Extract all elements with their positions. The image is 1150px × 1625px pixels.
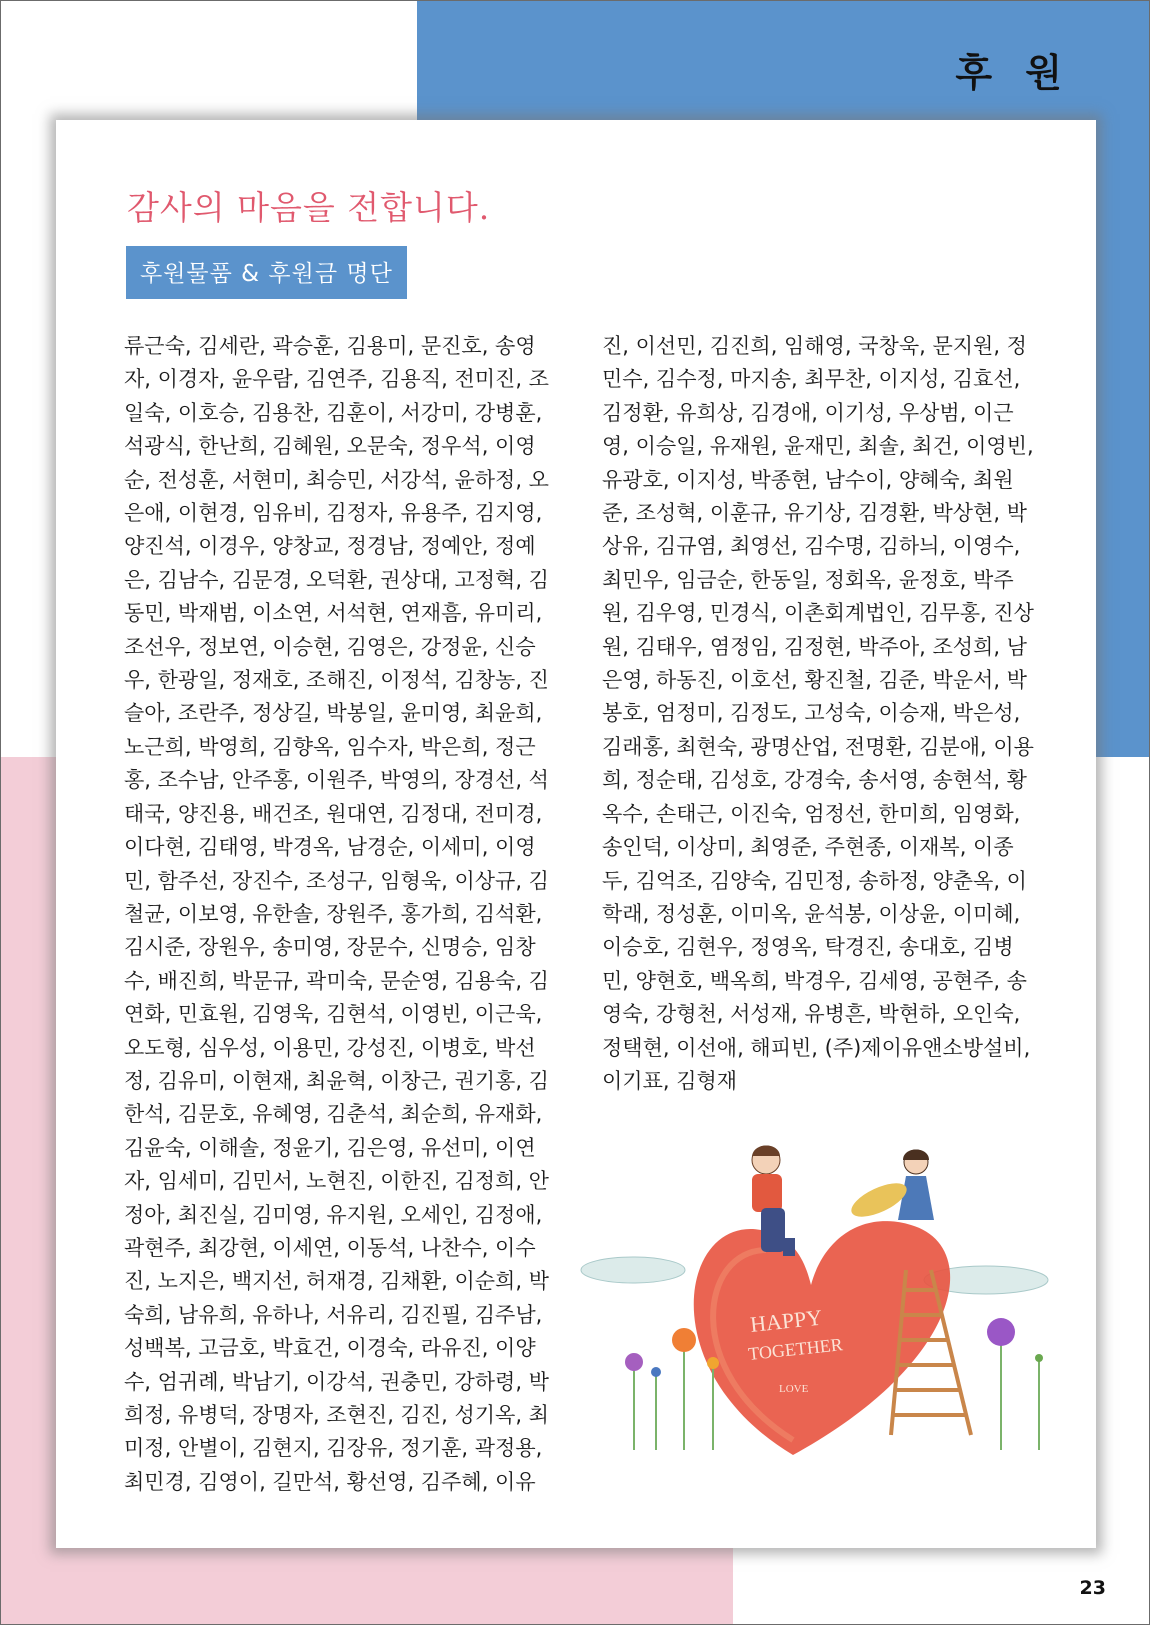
donor-line: 한석, 김문호, 유혜영, 김춘석, 최순희, 유재화, (124, 1102, 543, 1127)
donor-line: 정택현, 이선애, 해피빈, (주)제이유앤소방설비, (602, 1035, 1031, 1060)
donor-line: 양진석, 이경우, 양창교, 정경남, 정예안, 정예 (124, 534, 536, 559)
donor-line: 송인덕, 이상미, 최영준, 주현종, 이재복, 이종 (602, 835, 1014, 860)
donor-line: 동민, 박재범, 이소연, 서석현, 연재흠, 유미리, (124, 601, 543, 626)
donor-line: 석광식, 한난희, 김혜원, 오문숙, 정우석, 이영 (124, 434, 536, 459)
donor-line: 준, 조성혁, 이훈규, 유기상, 김경환, 박상현, 박 (602, 501, 1027, 526)
sign-text-together: TOGETHER (747, 1334, 844, 1364)
donor-line: 민, 함주선, 장진수, 조성구, 임형욱, 이상규, 김 (124, 868, 549, 893)
happy-together-illustration (561, 1120, 1091, 1540)
donor-line: 희, 정순태, 김성호, 강경숙, 송서영, 송현석, 황 (602, 768, 1027, 793)
sign-text-love: LOVE (779, 1383, 809, 1395)
content-card (56, 120, 1096, 1548)
donor-list-label: 후원물품 & 후원금 명단 (126, 246, 407, 299)
donor-line: 최민우, 임금순, 한동일, 정회옥, 윤정호, 박주 (602, 567, 1014, 592)
donor-line: 영, 이승일, 유재원, 윤재민, 최솔, 최건, 이영빈, (602, 434, 1034, 459)
donor-line: 김정환, 유희상, 김경애, 이기성, 우상범, 이근 (602, 400, 1014, 425)
section-title: 후 원 (955, 51, 1072, 95)
donor-line: 자, 임세미, 김민서, 노현진, 이한진, 김정희, 안 (124, 1169, 549, 1194)
donor-line: 원, 김우영, 민경식, 이촌회계법인, 김무홍, 진상 (602, 601, 1034, 626)
donor-line: 진, 노지은, 백지선, 허재경, 김채환, 이순희, 박 (124, 1269, 549, 1294)
donor-line: 은애, 이현경, 임유비, 김정자, 유용주, 김지영, (124, 501, 543, 526)
donor-line: 유광호, 이지성, 박종현, 남수이, 양혜숙, 최원 (602, 467, 1014, 492)
donor-line: 연화, 민효원, 김영욱, 김현석, 이영빈, 이근욱, (124, 1002, 543, 1027)
donor-line: 일숙, 이호승, 김용찬, 김훈이, 서강미, 강병훈, (124, 400, 543, 425)
donor-line: 류근숙, 김세란, 곽승훈, 김용미, 문진호, 송영 (124, 334, 536, 358)
donor-line: 철균, 이보영, 유한솔, 장원주, 홍가희, 김석환, (124, 901, 543, 926)
donor-line: 은, 김남수, 김문경, 오덕환, 권상대, 고정혁, 김 (124, 567, 549, 592)
donor-line: 미정, 안별이, 김현지, 김장유, 정기훈, 곽정용, (124, 1436, 543, 1461)
donor-line: 이다현, 김태영, 박경옥, 남경순, 이세미, 이영 (124, 835, 536, 860)
donor-line: 상유, 김규염, 최영선, 김수명, 김하늬, 이영수, (602, 534, 1021, 559)
donor-line: 노근희, 박영희, 김향옥, 임수자, 박은희, 정근 (124, 734, 536, 759)
donor-line: 옥수, 손태근, 이진숙, 엄정선, 한미희, 임영화, (602, 801, 1021, 826)
donor-line: 김윤숙, 이해솔, 정윤기, 김은영, 유선미, 이연 (124, 1135, 536, 1160)
donor-line: 학래, 정성훈, 이미옥, 윤석봉, 이상윤, 이미혜, (602, 901, 1021, 926)
donor-line: 슬아, 조란주, 정상길, 박봉일, 윤미영, 최윤희, (124, 701, 543, 726)
donor-line: 이승호, 김현우, 정영옥, 탁경진, 송대호, 김병 (602, 935, 1014, 960)
donor-line: 수, 배진희, 박문규, 곽미숙, 문순영, 김용숙, 김 (124, 968, 549, 993)
donor-line: 이기표, 김형재 (602, 1068, 738, 1093)
donor-line: 희정, 유병덕, 장명자, 조현진, 김진, 성기옥, 최 (124, 1403, 549, 1427)
donor-line: 최민경, 김영이, 길만석, 황선영, 김주혜, 이유 (124, 1469, 536, 1494)
donor-line: 은영, 하동진, 이호선, 황진철, 김준, 박운서, 박 (602, 668, 1027, 693)
donor-line: 김시준, 장원우, 송미영, 장문수, 신명승, 임창 (124, 935, 536, 960)
cloud-icon (581, 1257, 685, 1283)
donor-line: 곽현주, 최강현, 이세연, 이동석, 나찬수, 이수 (124, 1235, 536, 1260)
donor-line: 우, 한광일, 정재호, 조해진, 이정석, 김창농, 진 (124, 668, 549, 693)
donor-line: 오도형, 심우성, 이용민, 강성진, 이병호, 박선 (124, 1035, 536, 1060)
donor-line: 홍, 조수남, 안주홍, 이원주, 박영의, 장경선, 석 (124, 768, 549, 793)
donor-line: 민, 양현호, 백옥희, 박경우, 김세영, 공현주, 송 (602, 968, 1027, 993)
donor-line: 수, 엄귀례, 박남기, 이강석, 권충민, 강하령, 박 (124, 1369, 549, 1394)
donor-line: 태국, 양진용, 배건조, 원대연, 김정대, 전미경, (124, 801, 543, 826)
page-number: 23 (1079, 1577, 1106, 1599)
donor-list-right-column (602, 330, 1042, 1098)
donor-line: 숙희, 남유희, 유하나, 서유리, 김진필, 김주남, (124, 1302, 543, 1327)
donor-line: 김래홍, 최현숙, 광명산업, 전명환, 김분애, 이용 (602, 734, 1034, 759)
donor-line: 민수, 김수정, 마지송, 최무찬, 이지성, 김효선, (602, 367, 1021, 392)
donor-list-left-column (124, 330, 564, 1499)
donor-line: 정아, 최진실, 김미영, 유지원, 오세인, 김정애, (124, 1202, 543, 1227)
donor-line: 순, 전성훈, 서현미, 최승민, 서강석, 윤하정, 오 (124, 467, 549, 492)
donor-line: 두, 김억조, 김양숙, 김민정, 송하정, 양춘옥, 이 (602, 868, 1027, 893)
page-heading: 감사의 마음을 전합니다. (127, 188, 491, 227)
donor-line: 원, 김태우, 염정임, 김정현, 박주아, 조성희, 남 (602, 634, 1027, 659)
donor-line: 정, 김유미, 이현재, 최윤혁, 이창근, 권기홍, 김 (124, 1068, 549, 1093)
sign-text-happy: HAPPY (748, 1304, 824, 1337)
donor-line: 영숙, 강형천, 서성재, 유병흔, 박현하, 오인숙, (602, 1002, 1021, 1027)
donor-line: 봉호, 엄정미, 김정도, 고성숙, 이승재, 박은성, (602, 701, 1021, 726)
donor-line: 자, 이경자, 윤우람, 김연주, 김용직, 전미진, 조 (124, 367, 549, 392)
donor-line: 진, 이선민, 김진희, 임해영, 국창욱, 문지원, 정 (602, 334, 1027, 358)
donor-line: 성백복, 고금호, 박효건, 이경숙, 라유진, 이양 (124, 1336, 536, 1361)
donor-line: 조선우, 정보연, 이승현, 김영은, 강정윤, 신승 (124, 634, 536, 659)
